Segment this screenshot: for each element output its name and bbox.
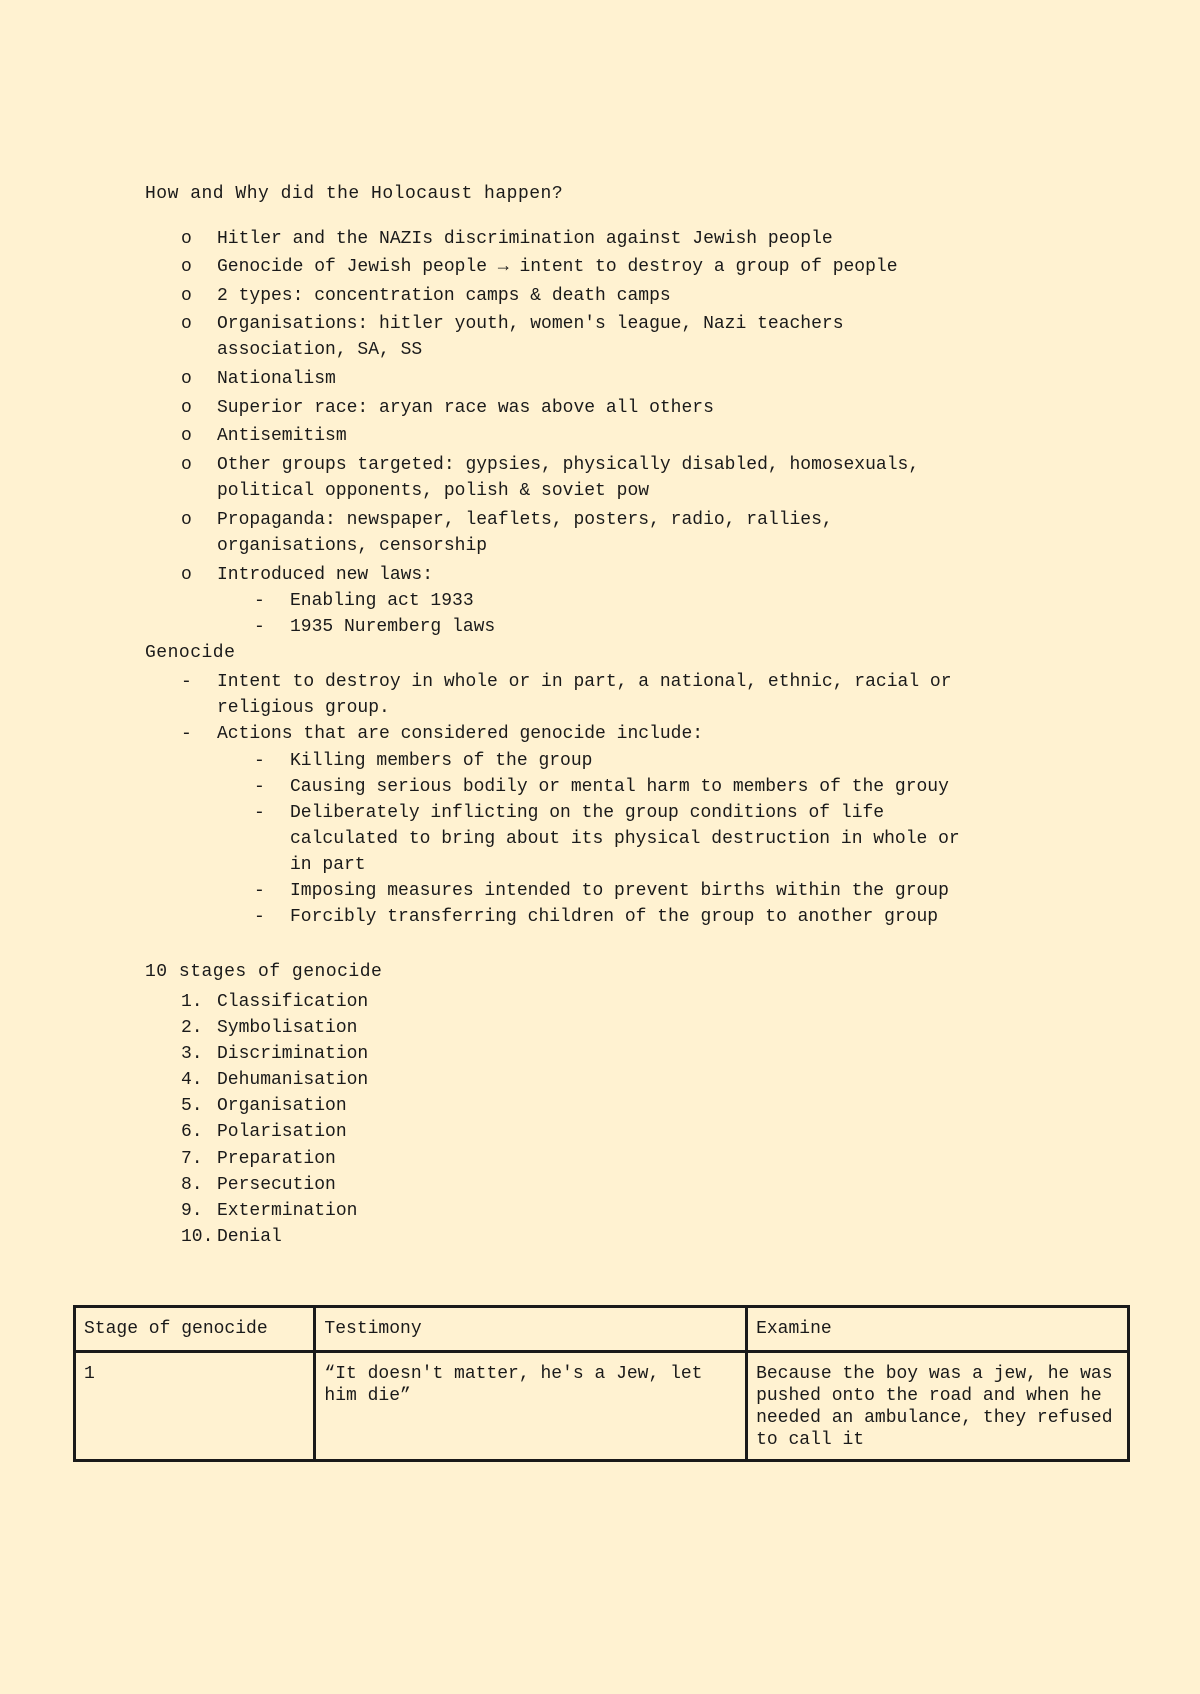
genocide-testimony-table (73, 1305, 1130, 1462)
cell-testimony: “It doesn't matter, he's a Jew, let him die” (315, 1352, 747, 1461)
header-testimony: Testimony (315, 1307, 747, 1352)
section-title-genocide: Genocide (145, 643, 236, 663)
section-title-stages: 10 stages of genocide (145, 962, 383, 982)
cell-examine: Because the boy was a jew, he was pushed onto the road and when he needed an ambulance, they refused to call it (747, 1352, 1129, 1461)
header-examine: Examine (747, 1307, 1129, 1352)
document-page: How and Why did the Holocaust happen? o Hitler and the NAZIs discrimination against Jewish people o Genocide of Jewish people → intent to destroy a group of people o 2 types: concentration camps & death camps o Organisations: hitler youth, women's league, Nazi teachers association, SA, SS o Nationalism o Superior race: aryan race was above all others o Antisemitism o Other groups targeted: gypsies, physically disabled, homosexuals, political opponents, polish & soviet pow o Propaganda: newspaper, leaflets, posters, radio, rallies, organisations, censorship o Introduced new laws: - Enabling act 1933 - 1935 Nuremberg laws Genocide - Intent to destroy in whole or in part, a national, ethnic, racial or religious group. - Actions that are considered genocide include: - Killing members of the group - Causing serious bodily or mental harm to members of the grouy - Deliberately inflicting on the group conditions of life calculated to bring about its physical destruction in whole or in part - Imposing measures intended to prevent births within the group - Forcibly transferring children of the group to another group 10 stages of genocide 1. Classification 2. Symbolisation 3. Discrimination 4. Dehumanisation 5. Organisation 6. Polarisation 7. Preparation 8. Persecution 9. Extermination 10. Denial Stage of genocide Testimony Examine 1 “It doesn't matter, he's a Jew, let him die” Because the boy was a jew, he was pushed onto the road and when he needed an ambulance, they refused to call it (0, 0, 1200, 1694)
table-header-row (75, 1307, 1129, 1352)
section-title-holocaust: How and Why did the Holocaust happen? (145, 184, 564, 204)
table-row (75, 1352, 1129, 1461)
header-stage: Stage of genocide (75, 1307, 315, 1352)
cell-stage: 1 (75, 1352, 315, 1461)
